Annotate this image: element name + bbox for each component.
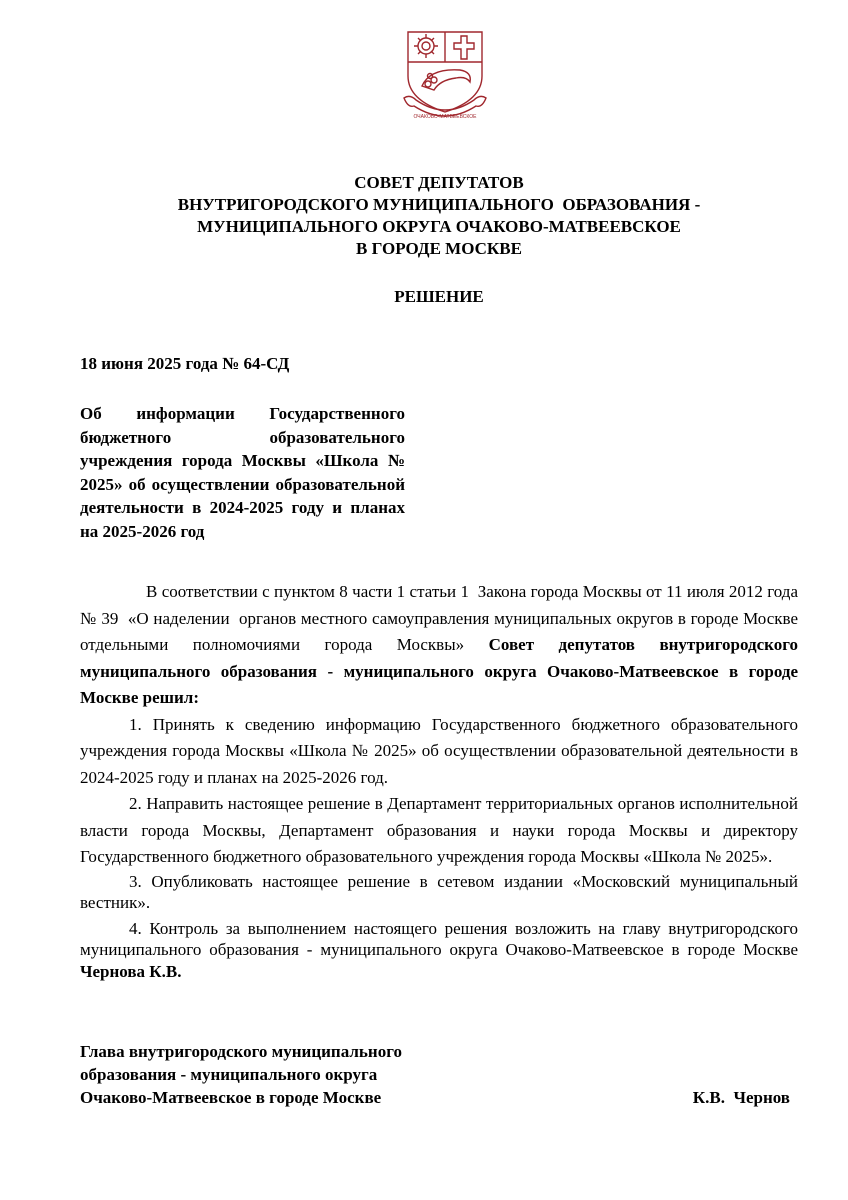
signature-line-1: Глава внутригородского муниципального: [80, 1042, 402, 1061]
header-line-2: ВНУТРИГОРОДСКОГО МУНИЦИПАЛЬНОГО ОБРАЗОВАНИЯ -: [177, 195, 701, 214]
council-header: [80, 172, 798, 260]
header-line-1: СОВЕТ ДЕПУТАТОВ: [354, 173, 524, 192]
item-4-bold: Чернова К.В.: [80, 961, 182, 981]
preamble-bold: Совет депутатов внутригородского муниципального образования - муниципального округа Очаково-Матвеевское в городе Москве решил:: [80, 635, 798, 707]
item-2: 2. Направить настоящее решение в Департамент территориальных органов исполнительной власти города Москвы, Департамент образования и науки города Москвы и директору Государственного бюджетного образовательного учреждения города Москвы «Школа № 2025».: [80, 794, 807, 866]
header-line-4: В ГОРОДЕ МОСКВЕ: [356, 239, 522, 258]
item-4: [80, 918, 798, 983]
signature-line-3: Очаково-Матвеевское в городе Москве: [80, 1088, 382, 1107]
decision-title: РЕШЕНИЕ: [394, 287, 484, 306]
signature-line-2: образования - муниципального округа: [80, 1065, 378, 1084]
item-1: 1. Принять к сведению информацию Государственного бюджетного образовательного учреждения города Москвы «Школа № 2025» об осуществлении образовательной деятельности в 2024-2025 году и планах на 2025-2026 год.: [80, 714, 798, 787]
signature-block: [80, 1040, 798, 1109]
emblem-banner-text: ОЧАКОВО-МАТВЕЕВСКОЕ: [413, 114, 477, 120]
signatory-name: К.В. Чернов: [692, 1088, 790, 1107]
decision-date-number: 18 июня 2025 года № 64-СД: [80, 354, 290, 373]
decision-subject: Об информации Государственного бюджетного образовательного учреждения города Москвы «Школа № 2025» об осуществлении образовательной деятельности в 2024-2025 году и планах на 2025-2026 год: [80, 404, 405, 541]
item-3: 3. Опубликовать настоящее решение в сетевом издании «Московский муниципальный вестник».: [80, 871, 798, 912]
item-4-text: 4. Контроль за выполнением настоящего решения возложить на главу внутригородского муниципального образования - муниципального округа Очаково-Матвеевское в городе Москве: [80, 918, 798, 959]
coat-of-arms-emblem: [400, 28, 490, 126]
preamble-text: В соответствии с пунктом 8 части 1 статьи 1 Закона города Москвы от 11 июля 2012 года № 39 «О наделении органов местного самоуправления муниципальных округов в городе Москве отдельными полномочиями города Москвы»: [80, 582, 811, 654]
preamble-paragraph: [80, 579, 811, 712]
header-line-3: МУНИЦИПАЛЬНОГО ОКРУГА ОЧАКОВО-МАТВЕЕВСКОЕ: [197, 217, 681, 236]
decision-body: [80, 579, 811, 982]
